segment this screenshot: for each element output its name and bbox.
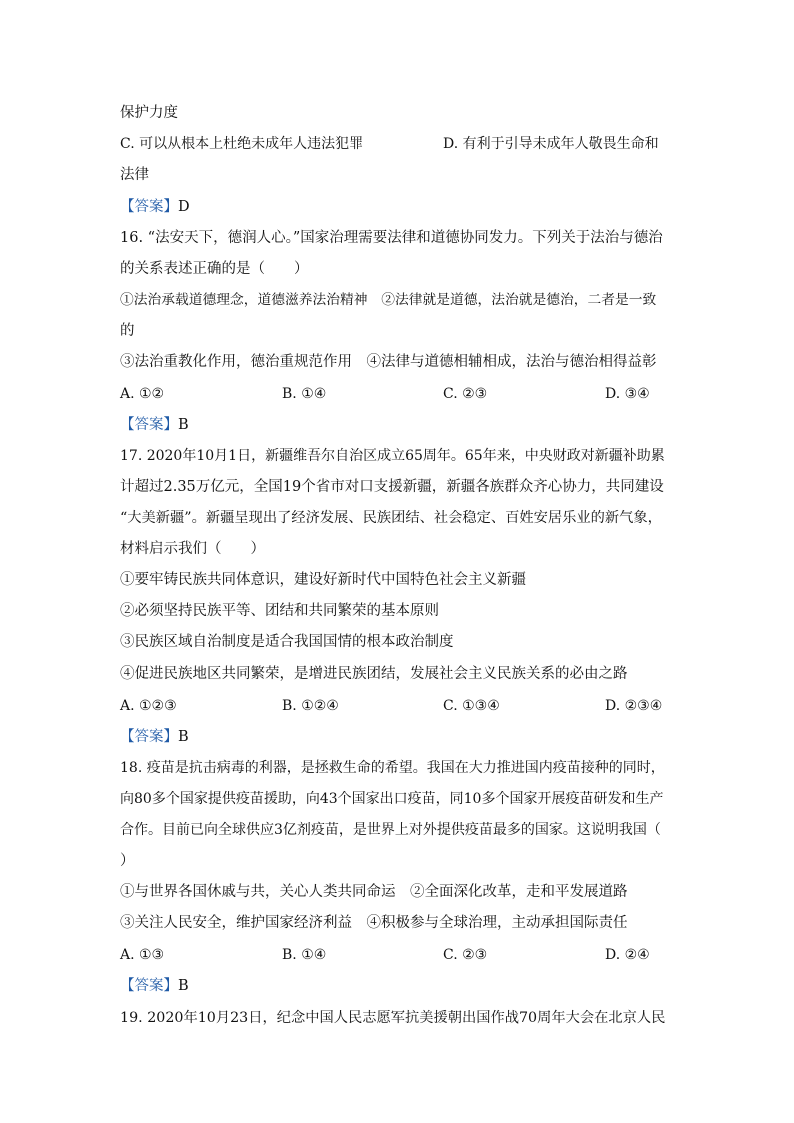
q16-option-a: A. ①② [120, 386, 165, 402]
text-line: ②必须坚持民族平等、团结和共同繁荣的基本原则 [120, 603, 439, 619]
text-line: ④促进民族地区共同繁荣，是增进民族团结，发展社会主义民族关系的必由之路 [120, 666, 628, 682]
question-16: 16. “法安天下，德润人心。”国家治理需要法律和道德协同发力。下列关于法治与德治 [120, 230, 663, 246]
answer-value: D [178, 199, 190, 215]
question-18: 18. 疫苗是抗击病毒的利器，是拯救生命的希望。我国在大力推进国内疫苗接种的同时， [120, 760, 665, 776]
q17-option-a: A. ①②③ [120, 698, 177, 714]
q17-option-c: C. ①③④ [443, 698, 500, 714]
answer-q16 [120, 415, 189, 435]
text-line: 合作。目前已向全球供应3亿剂疫苗，是世界上对外提供疫苗最多的国家。这说明我国（ [120, 822, 661, 838]
q18-option-d: D. ②④ [605, 947, 650, 963]
text-line: ③法治重教化作用，德治重规范作用 ④法律与道德相辅相成，法治与德治相得益彰 [120, 354, 657, 370]
answer-label: 【答案】 [120, 199, 178, 215]
text-line: ③民族区域自治制度是适合我国国情的根本政治制度 [120, 634, 454, 650]
answer-q15 [120, 197, 190, 217]
q17-option-d: D. ②③④ [605, 698, 663, 714]
answer-label: 【答案】 [120, 978, 178, 994]
q18-option-c: C. ②③ [443, 947, 488, 963]
text-line: 法律 [120, 167, 149, 183]
text-line: ③关注人民安全，维护国家经济利益 ④积极参与全球治理，主动承担国际责任 [120, 915, 628, 931]
text-line: ①要牢铸民族共同体意识，建设好新时代中国特色社会主义新疆 [120, 572, 526, 588]
q18-option-a: A. ①③ [120, 947, 165, 963]
answer-value: B [178, 729, 189, 745]
text-line: 保护力度 [120, 105, 178, 121]
answer-value: B [178, 417, 189, 433]
answer-q17 [120, 727, 189, 747]
text-line: 的 [120, 323, 135, 339]
answer-value: B [178, 978, 189, 994]
text-line: “大美新疆”。新疆呈现出了经济发展、民族团结、社会稳定、百姓安居乐业的新气象， [120, 510, 662, 526]
q15-option-d: D. 有利于引导未成年人敬畏生命和 [443, 136, 659, 152]
text-line: 的关系表述正确的是（ ） [120, 261, 309, 277]
q18-option-b: B. ①④ [282, 947, 327, 963]
question-19: 19. 2020年10月23日，纪念中国人民志愿军抗美援朝出国作战70周年大会在北京人民 [120, 1010, 666, 1026]
q16-option-d: D. ③④ [605, 386, 650, 402]
text-line: ） [120, 853, 135, 869]
answer-label: 【答案】 [120, 417, 178, 433]
text-line: ①与世界各国休戚与共，关心人类共同命运 ②全面深化改革，走和平发展道路 [120, 884, 628, 900]
q17-option-b: B. ①②④ [282, 698, 339, 714]
text-line: 计超过2.35万亿元，全国19个省市对口支援新疆，新疆各族群众齐心协力，共同建设 [120, 479, 664, 495]
q15-option-c: C. 可以从根本上杜绝未成年人违法犯罪 [120, 136, 364, 152]
text-line: 材料启示我们（ ） [120, 541, 265, 557]
text-line: 向80多个国家提供疫苗援助，向43个国家出口疫苗，同10多个国家开展疫苗研发和生产 [120, 791, 664, 807]
q16-option-b: B. ①④ [282, 386, 327, 402]
q16-option-c: C. ②③ [443, 386, 488, 402]
answer-q18 [120, 976, 189, 996]
text-line: ①法治承载道德理念，道德滋养法治精神 ②法律就是道德，法治就是德治，二者是一致 [120, 292, 657, 308]
answer-label: 【答案】 [120, 729, 178, 745]
question-17: 17. 2020年10月1日，新疆维吾尔自治区成立65周年。65年来，中央财政对新疆补助累 [120, 448, 665, 464]
